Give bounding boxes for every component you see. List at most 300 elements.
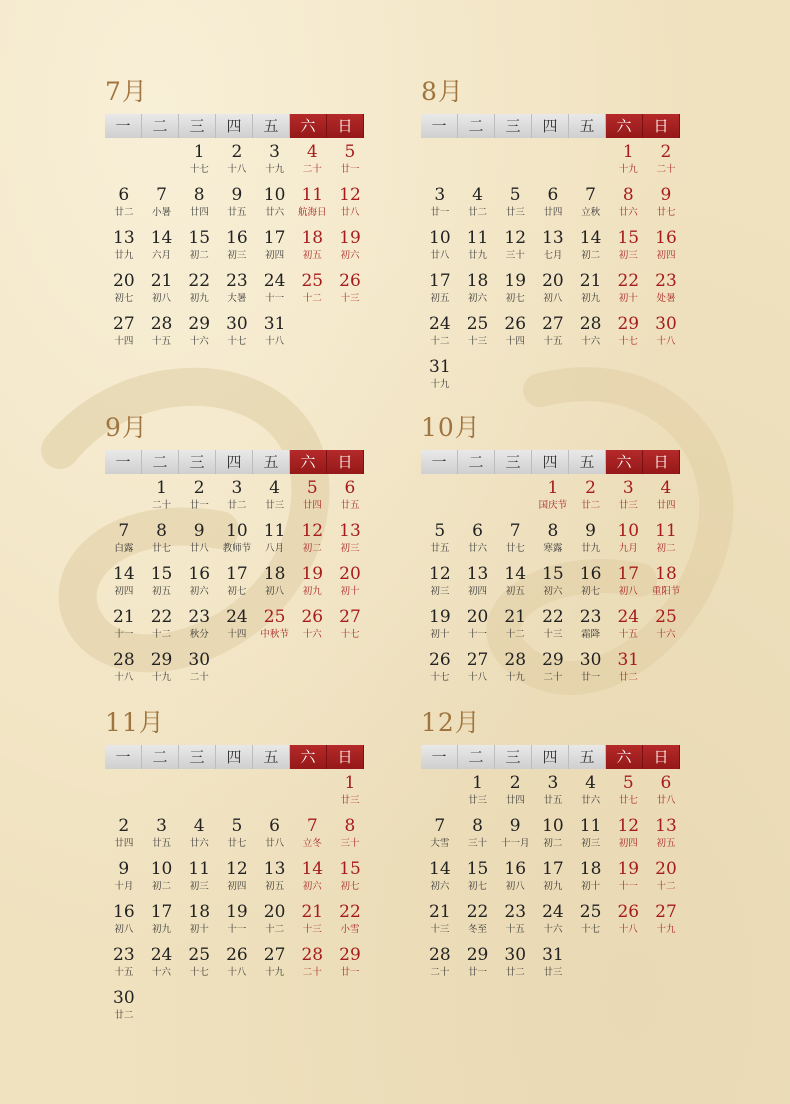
day-number: 9 (231, 185, 243, 205)
day-cell (421, 355, 459, 398)
day-number: 23 (579, 607, 602, 627)
lunar-date: 十三 (302, 924, 322, 935)
weekday-3: 三 (495, 114, 532, 138)
day-cell (143, 269, 181, 312)
day-number: 8 (622, 185, 634, 205)
day-cell (496, 857, 534, 900)
day-cell (459, 226, 497, 269)
lunar-date: 初九 (543, 881, 563, 892)
weekday-6: 六 (290, 745, 327, 769)
day-number: 18 (301, 228, 324, 248)
lunar-date: 大暑 (227, 293, 247, 304)
day-cell (647, 814, 685, 857)
day-number: 9 (509, 816, 521, 836)
lunar-date: 十三 (340, 293, 360, 304)
lunar-date: 国庆节 (538, 500, 568, 511)
empty-cell (459, 140, 497, 183)
day-cell (647, 312, 685, 355)
lunar-date: 十三 (430, 924, 450, 935)
lunar-date: 廿四 (302, 500, 322, 511)
day-cell (143, 562, 181, 605)
day-cell (331, 943, 369, 986)
day-cell (609, 562, 647, 605)
day-number: 7 (509, 521, 521, 541)
lunar-date: 十二 (152, 629, 172, 640)
day-number: 8 (193, 185, 205, 205)
lunar-date: 廿六 (265, 207, 285, 218)
day-cell (496, 648, 534, 691)
lunar-date: 重阳节 (651, 586, 681, 597)
lunar-date: 十九 (152, 672, 172, 683)
lunar-date: 廿五 (152, 838, 172, 849)
lunar-date: 廿三 (543, 967, 563, 978)
lunar-date: 廿六 (468, 543, 488, 554)
day-number: 22 (339, 902, 361, 922)
day-cell (609, 771, 647, 814)
day-number: 22 (466, 902, 489, 922)
day-number: 25 (263, 607, 286, 627)
lunar-date: 初二 (189, 250, 209, 261)
empty-cell (421, 771, 459, 814)
day-cell (534, 900, 572, 943)
day-cell (459, 183, 497, 226)
day-number: 19 (504, 271, 527, 291)
lunar-date: 初四 (618, 838, 638, 849)
day-number: 1 (193, 142, 205, 162)
day-number: 4 (193, 816, 205, 836)
day-number: 9 (118, 859, 130, 879)
day-number: 16 (655, 228, 677, 248)
weekday-1: 一 (105, 114, 142, 138)
lunar-date: 初六 (430, 881, 450, 892)
lunar-date: 初二 (543, 838, 563, 849)
lunar-date: 二十 (189, 672, 209, 683)
day-cell (256, 269, 294, 312)
lunar-date: 初十 (340, 586, 360, 597)
lunar-date: 十四 (505, 336, 525, 347)
day-cell (496, 771, 534, 814)
lunar-date: 十三 (468, 336, 488, 347)
day-cell (218, 476, 256, 519)
lunar-date: 廿一 (468, 967, 488, 978)
lunar-date: 初四 (114, 586, 134, 597)
lunar-date: 初十 (189, 924, 209, 935)
day-number: 20 (263, 902, 286, 922)
day-number: 3 (231, 478, 243, 498)
lunar-date: 初六 (543, 586, 563, 597)
day-cell (572, 648, 610, 691)
lunar-date: 初三 (430, 586, 450, 597)
day-number: 2 (509, 773, 521, 793)
lunar-date: 十六 (152, 967, 172, 978)
lunar-date: 立冬 (302, 838, 322, 849)
day-cell (421, 226, 459, 269)
day-cell (331, 226, 369, 269)
lunar-date: 十九 (505, 672, 525, 683)
empty-cell (256, 771, 294, 814)
day-number: 31 (429, 357, 451, 377)
day-cell (143, 943, 181, 986)
day-number: 6 (472, 521, 483, 541)
day-cell (105, 900, 143, 943)
weekday-header (105, 114, 369, 138)
day-cell (256, 312, 294, 355)
day-number: 15 (466, 859, 489, 879)
lunar-date: 十二 (505, 629, 525, 640)
weekday-6: 六 (606, 450, 643, 474)
day-cell (421, 312, 459, 355)
day-number: 12 (339, 185, 361, 205)
day-cell (459, 814, 497, 857)
lunar-date: 小雪 (340, 924, 360, 935)
day-cell (609, 269, 647, 312)
lunar-date: 处暑 (656, 293, 676, 304)
month-title: 10月 (421, 413, 481, 442)
day-number: 1 (344, 773, 356, 793)
lunar-date: 教师节 (222, 543, 252, 554)
day-cell (143, 900, 181, 943)
day-number: 3 (269, 142, 280, 162)
lunar-date: 廿八 (656, 795, 676, 806)
weekday-1: 一 (105, 450, 142, 474)
day-number: 29 (466, 945, 489, 965)
day-cell (218, 226, 256, 269)
lunar-date: 廿八 (430, 250, 450, 261)
day-number: 25 (188, 945, 211, 965)
day-cell (609, 183, 647, 226)
lunar-date: 廿三 (340, 795, 360, 806)
weekday-7: 日 (327, 450, 364, 474)
lunar-date: 十二 (430, 336, 450, 347)
weekday-3: 三 (495, 450, 532, 474)
day-number: 1 (472, 773, 483, 793)
lunar-date: 廿一 (340, 967, 360, 978)
day-number: 25 (579, 902, 602, 922)
day-number: 17 (542, 859, 564, 879)
day-cell (459, 605, 497, 648)
day-number: 27 (542, 314, 564, 334)
day-cell (180, 269, 218, 312)
day-number: 30 (655, 314, 677, 334)
day-cell (331, 269, 369, 312)
day-number: 23 (113, 945, 135, 965)
day-number: 18 (263, 564, 286, 584)
day-grid (421, 140, 685, 398)
day-number: 5 (434, 521, 446, 541)
lunar-date: 十七 (430, 672, 450, 683)
day-number: 27 (113, 314, 135, 334)
lunar-date: 初五 (505, 586, 525, 597)
day-cell (256, 857, 294, 900)
day-cell (421, 857, 459, 900)
day-cell (218, 900, 256, 943)
month-title: 7月 (105, 77, 148, 106)
lunar-date: 中秋节 (260, 629, 289, 640)
day-grid (105, 476, 369, 691)
lunar-date: 廿四 (543, 207, 563, 218)
day-cell (459, 857, 497, 900)
day-number: 15 (339, 859, 361, 879)
day-cell (331, 605, 369, 648)
day-number: 8 (156, 521, 167, 541)
lunar-date: 初五 (656, 838, 676, 849)
day-number: 5 (344, 142, 356, 162)
day-number: 17 (150, 902, 173, 922)
day-number: 16 (504, 859, 527, 879)
day-cell (105, 986, 143, 1029)
day-cell (647, 519, 685, 562)
lunar-date: 十一 (227, 924, 247, 935)
lunar-date: 廿二 (114, 1010, 134, 1021)
day-cell (256, 605, 294, 648)
day-number: 30 (579, 650, 602, 670)
day-number: 3 (622, 478, 634, 498)
lunar-date: 廿九 (114, 250, 134, 261)
lunar-date: 初四 (468, 586, 488, 597)
day-number: 27 (339, 607, 361, 627)
day-number: 6 (118, 185, 130, 205)
day-cell (143, 476, 181, 519)
weekday-7: 日 (643, 450, 680, 474)
weekday-5: 五 (253, 745, 290, 769)
day-cell (534, 943, 572, 986)
day-cell (459, 269, 497, 312)
day-number: 10 (226, 521, 248, 541)
weekday-6: 六 (606, 745, 643, 769)
lunar-date: 廿三 (468, 795, 488, 806)
day-cell (218, 312, 256, 355)
day-cell (459, 648, 497, 691)
lunar-date: 十六 (581, 336, 601, 347)
lunar-date: 廿七 (152, 543, 172, 554)
day-cell (105, 814, 143, 857)
day-number: 26 (226, 945, 248, 965)
day-number: 14 (150, 228, 173, 248)
day-cell (534, 476, 572, 519)
lunar-date: 十九 (618, 164, 638, 175)
day-number: 19 (301, 564, 324, 584)
day-number: 24 (150, 945, 173, 965)
lunar-date: 十八 (227, 967, 247, 978)
day-number: 14 (579, 228, 602, 248)
weekday-6: 六 (290, 114, 327, 138)
weekday-4: 四 (532, 114, 569, 138)
day-grid (105, 771, 369, 1029)
day-number: 26 (429, 650, 451, 670)
lunar-date: 初四 (656, 250, 676, 261)
day-number: 7 (585, 185, 596, 205)
lunar-date: 初十 (581, 881, 601, 892)
day-cell (105, 312, 143, 355)
day-cell (180, 476, 218, 519)
day-number: 15 (542, 564, 564, 584)
lunar-date: 初六 (340, 250, 360, 261)
lunar-date: 冬至 (468, 924, 488, 935)
day-cell (143, 648, 181, 691)
day-number: 3 (547, 773, 559, 793)
day-number: 10 (542, 816, 564, 836)
day-cell (421, 900, 459, 943)
day-cell (143, 519, 181, 562)
weekday-2: 二 (142, 450, 179, 474)
day-number: 20 (339, 564, 361, 584)
day-number: 1 (547, 478, 559, 498)
day-number: 31 (617, 650, 640, 670)
lunar-date: 廿一 (340, 164, 360, 175)
lunar-date: 初七 (227, 586, 247, 597)
day-cell (180, 857, 218, 900)
day-cell (180, 140, 218, 183)
day-number: 17 (226, 564, 248, 584)
lunar-date: 廿六 (189, 838, 209, 849)
weekday-5: 五 (569, 450, 606, 474)
lunar-date: 初四 (227, 881, 247, 892)
weekday-2: 二 (458, 745, 495, 769)
day-cell (496, 269, 534, 312)
day-number: 30 (113, 988, 135, 1008)
day-cell (647, 900, 685, 943)
empty-cell (496, 476, 534, 519)
day-number: 17 (429, 271, 451, 291)
day-cell (609, 648, 647, 691)
lunar-date: 廿三 (618, 500, 638, 511)
day-number: 4 (585, 773, 596, 793)
day-cell (180, 943, 218, 986)
lunar-date: 十八 (656, 336, 676, 347)
day-number: 24 (263, 271, 286, 291)
day-number: 15 (617, 228, 640, 248)
lunar-date: 廿二 (618, 672, 638, 683)
lunar-date: 十七 (618, 336, 638, 347)
lunar-date: 十七 (189, 967, 209, 978)
lunar-date: 廿六 (618, 207, 638, 218)
weekday-1: 一 (421, 745, 458, 769)
day-number: 29 (617, 314, 640, 334)
weekday-4: 四 (532, 450, 569, 474)
day-cell (534, 183, 572, 226)
day-cell (218, 269, 256, 312)
day-number: 21 (504, 607, 527, 627)
day-number: 25 (466, 314, 489, 334)
day-number: 28 (429, 945, 451, 965)
day-cell (293, 269, 331, 312)
day-number: 13 (542, 228, 564, 248)
day-cell (180, 562, 218, 605)
day-number: 21 (429, 902, 451, 922)
lunar-date: 十三 (543, 629, 563, 640)
day-number: 21 (150, 271, 173, 291)
day-number: 18 (579, 859, 602, 879)
lunar-date: 十一 (618, 881, 638, 892)
empty-cell (534, 140, 572, 183)
day-cell (496, 562, 534, 605)
day-number: 7 (118, 521, 130, 541)
day-cell (496, 226, 534, 269)
day-number: 28 (150, 314, 173, 334)
lunar-date: 初七 (468, 881, 488, 892)
weekday-1: 一 (421, 114, 458, 138)
lunar-date: 廿二 (505, 967, 525, 978)
day-cell (331, 519, 369, 562)
day-cell (105, 269, 143, 312)
lunar-date: 初七 (581, 586, 601, 597)
day-number: 16 (188, 564, 211, 584)
day-cell (180, 183, 218, 226)
lunar-date: 十九 (265, 164, 285, 175)
day-cell (331, 562, 369, 605)
day-cell (331, 900, 369, 943)
day-cell (105, 183, 143, 226)
day-number: 21 (579, 271, 602, 291)
day-number: 20 (466, 607, 489, 627)
day-number: 1 (156, 478, 167, 498)
day-cell (459, 562, 497, 605)
day-cell (534, 605, 572, 648)
weekday-header (421, 450, 685, 474)
day-cell (496, 605, 534, 648)
day-number: 26 (617, 902, 640, 922)
day-number: 18 (188, 902, 211, 922)
weekday-1: 一 (421, 450, 458, 474)
lunar-date: 寒露 (543, 543, 563, 554)
lunar-date: 廿九 (468, 250, 488, 261)
day-cell (180, 519, 218, 562)
lunar-date: 二十 (543, 672, 563, 683)
lunar-date: 初六 (302, 881, 322, 892)
day-number: 18 (466, 271, 489, 291)
day-cell (218, 562, 256, 605)
lunar-date: 廿六 (581, 795, 601, 806)
lunar-date: 十八 (227, 164, 247, 175)
day-number: 31 (542, 945, 564, 965)
lunar-date: 初五 (430, 293, 450, 304)
lunar-date: 初四 (265, 250, 285, 261)
lunar-date: 廿一 (189, 500, 209, 511)
day-number: 29 (150, 650, 173, 670)
day-number: 12 (504, 228, 527, 248)
weekday-header (421, 114, 685, 138)
day-cell (534, 562, 572, 605)
day-number: 30 (188, 650, 211, 670)
day-number: 2 (193, 478, 205, 498)
lunar-date: 廿七 (505, 543, 525, 554)
day-cell (180, 814, 218, 857)
day-number: 11 (579, 816, 602, 836)
day-cell (647, 857, 685, 900)
lunar-date: 十六 (543, 924, 563, 935)
weekday-5: 五 (569, 114, 606, 138)
lunar-date: 十五 (543, 336, 563, 347)
lunar-date: 初八 (505, 881, 525, 892)
day-cell (421, 814, 459, 857)
day-cell (105, 857, 143, 900)
lunar-date: 初八 (152, 293, 172, 304)
lunar-date: 十四 (227, 629, 247, 640)
day-cell (572, 476, 610, 519)
weekday-1: 一 (105, 745, 142, 769)
day-cell (293, 605, 331, 648)
day-number: 22 (542, 607, 564, 627)
day-number: 6 (344, 478, 356, 498)
day-number: 28 (579, 314, 602, 334)
day-cell (105, 605, 143, 648)
day-number: 16 (226, 228, 248, 248)
lunar-date: 初八 (543, 293, 563, 304)
day-number: 4 (269, 478, 280, 498)
day-number: 21 (113, 607, 135, 627)
day-cell (647, 771, 685, 814)
lunar-date: 三十 (505, 250, 525, 261)
